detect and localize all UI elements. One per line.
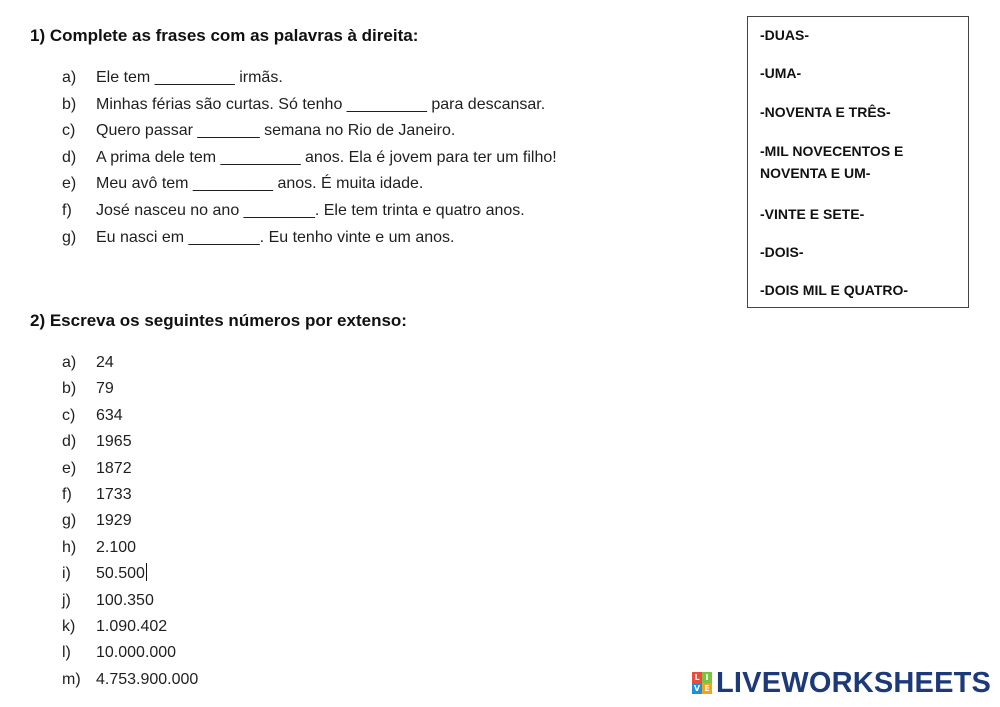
number-text: 10.000.000 — [96, 644, 177, 662]
item-marker: g) — [62, 512, 77, 530]
item-marker: i) — [62, 565, 71, 583]
item-marker: m) — [62, 670, 81, 688]
item-marker: l) — [62, 644, 71, 662]
word-bank-item: -NOVENTA E TRÊS- — [760, 104, 891, 120]
logo-icon-letter: I — [702, 672, 712, 683]
list-item — [62, 145, 557, 172]
sentence-text: José nasceu no ano ________. Ele tem trinta e quatro anos. — [96, 201, 525, 219]
sentence-text: Quero passar _______ semana no Rio de Janeiro. — [96, 122, 456, 140]
item-marker: e) — [62, 175, 77, 193]
number-text-with-cursor[interactable] — [96, 561, 198, 587]
item-marker: e) — [62, 459, 77, 477]
list-item — [62, 482, 198, 508]
text-cursor — [146, 563, 147, 581]
number-text: 79 — [96, 380, 114, 398]
list-item — [62, 92, 557, 119]
sentence-text: A prima dele tem _________ anos. Ela é jovem para ter um filho! — [96, 148, 557, 166]
sentence-text: Minhas férias são curtas. Só tenho _________ para descansar. — [96, 95, 546, 113]
logo-icon-letter: V — [693, 683, 701, 693]
list-item — [62, 65, 557, 92]
logo-icon-letter: L — [692, 672, 702, 683]
number-text: 1929 — [96, 512, 132, 530]
item-marker: a) — [62, 354, 77, 371]
item-marker: f) — [62, 485, 72, 503]
number-text: 4.753.900.000 — [96, 670, 199, 688]
item-marker: k) — [62, 617, 76, 635]
list-item — [62, 376, 198, 402]
list-item — [62, 198, 557, 225]
logo-icon-letter: E — [702, 683, 712, 694]
exercise-2-list — [62, 350, 198, 693]
item-marker: d) — [62, 433, 77, 451]
list-item — [62, 640, 198, 666]
item-marker: f) — [62, 201, 72, 219]
item-marker: h) — [62, 538, 77, 556]
item-marker: j) — [62, 591, 71, 609]
word-bank-item: -UMA- — [760, 65, 802, 81]
word-bank-item: -MIL NOVECENTOS E NOVENTA E UM- — [760, 143, 904, 181]
item-marker: g) — [62, 228, 77, 246]
liveworksheets-logo — [692, 666, 991, 700]
number-text: 1.090.402 — [96, 617, 168, 635]
item-marker: c) — [62, 122, 76, 140]
list-item — [62, 667, 198, 693]
number-text: 50.500 — [96, 565, 145, 583]
number-text: 634 — [96, 406, 123, 424]
word-bank-box — [747, 16, 969, 308]
list-item — [62, 171, 557, 198]
number-text: 1872 — [96, 459, 132, 477]
word-bank-item: -DOIS MIL E QUATRO- — [760, 282, 909, 298]
list-item — [62, 508, 198, 534]
liveworksheets-icon — [692, 672, 712, 694]
word-bank-item: -VINTE E SETE- — [760, 206, 865, 222]
list-item — [62, 403, 198, 429]
list-item[interactable] — [62, 561, 198, 587]
item-marker: a) — [62, 69, 77, 86]
list-item — [62, 225, 557, 252]
list-item — [62, 614, 198, 640]
sentence-text: Eu nasci em ________. Eu tenho vinte e um anos. — [96, 228, 455, 246]
word-bank-item: -DUAS- — [760, 27, 809, 43]
sentence-text: Meu avô tem _________ anos. É muita idade. — [96, 175, 424, 193]
list-item — [62, 588, 198, 614]
item-marker: b) — [62, 380, 77, 398]
number-text: 1965 — [96, 433, 132, 451]
sentence-text: Ele tem _________ irmãs. — [96, 69, 283, 86]
number-text: 2.100 — [96, 538, 137, 556]
list-item — [62, 535, 198, 561]
item-marker: c) — [62, 406, 76, 424]
exercise-1-title: 1) Complete as frases com as palavras à direita: — [30, 26, 419, 45]
exercise-1-list — [62, 65, 557, 251]
list-item — [62, 350, 198, 376]
logo-text: LIVEWORKSHEETS — [716, 666, 992, 699]
item-marker: d) — [62, 148, 77, 166]
word-bank-item: -DOIS- — [760, 244, 804, 260]
number-text: 100.350 — [96, 591, 154, 609]
exercise-2-title: 2) Escreva os seguintes números por extenso: — [30, 311, 407, 330]
number-text: 24 — [96, 354, 114, 371]
list-item — [62, 118, 557, 145]
list-item — [62, 429, 198, 455]
item-marker: b) — [62, 95, 77, 113]
list-item — [62, 456, 198, 482]
number-text: 1733 — [96, 485, 132, 503]
